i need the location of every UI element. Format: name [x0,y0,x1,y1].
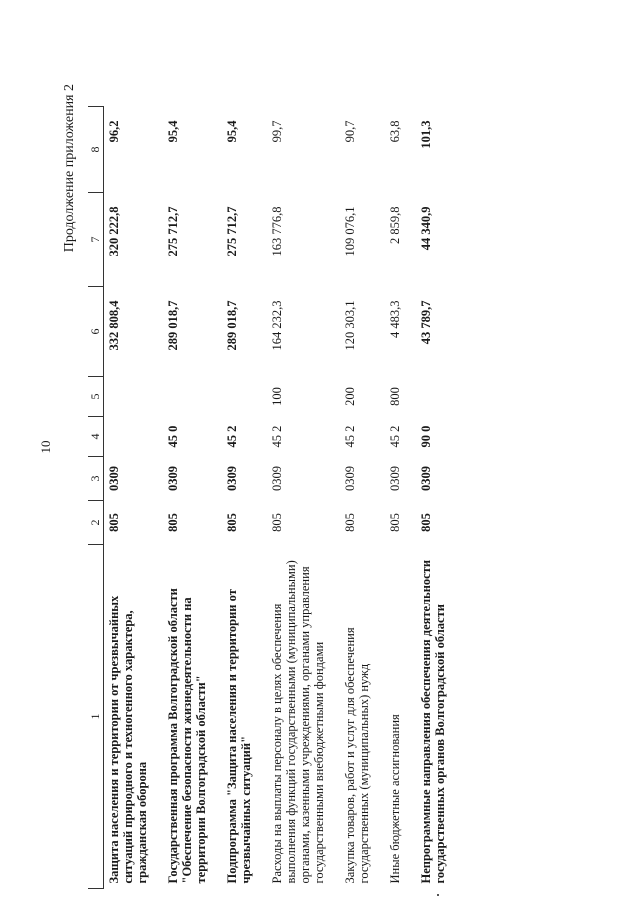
column-header: 5 [88,377,104,417]
expense-type-code: 800 [388,387,402,406]
column-header: 1 [88,545,104,889]
column-header: 8 [88,107,104,193]
table-row [211,107,256,889]
actual-amount: 275 712,7 [225,206,239,257]
section-code: 0309 [419,466,433,491]
planned-amount: 332 808,4 [107,300,121,351]
ministry-code: 805 [270,513,284,532]
continuation-label: Продолжение приложения 2 [62,84,77,253]
execution-percent: 63,8 [388,120,402,143]
expense-type-code [405,377,450,417]
ministry-code: 805 [225,513,239,532]
target-article-code: 45 2 [270,425,284,448]
execution-percent: 96,2 [107,120,121,143]
execution-percent: 101,3 [419,120,433,149]
expense-type-code [211,377,256,417]
column-number-row [88,107,104,889]
column-header: 3 [88,457,104,501]
target-article-code [104,417,153,457]
actual-amount: 44 340,9 [419,206,433,251]
section-code: 0309 [166,466,180,491]
column-header: 2 [88,501,104,545]
target-article-code: 90 0 [419,425,433,448]
ministry-code: 805 [343,513,357,532]
planned-amount: 4 483,3 [388,300,402,338]
ministry-code: 805 [107,513,121,532]
page-number: 10 [38,440,53,454]
table-row [152,107,211,889]
table-row [256,107,329,889]
actual-amount: 275 712,7 [166,206,180,257]
actual-amount: 2 859,8 [388,206,402,244]
planned-amount: 43 789,7 [419,300,433,345]
planned-amount: 164 232,3 [270,300,284,351]
table-row [405,107,450,889]
row-name: Непрограммные направления обеспечения деятельности государственных органов Волгоградской области [419,559,447,884]
column-header: 4 [88,417,104,457]
expense-type-code [152,377,211,417]
row-name: Закупка товаров, работ и услуг для обеспечения государственных (муниципальных) нужд [343,627,371,884]
budget-table [88,106,450,889]
column-header: 6 [88,287,104,377]
expense-type-code: 200 [343,387,357,406]
section-code: 0309 [388,466,402,491]
target-article-code: 45 2 [225,425,239,448]
row-name: Подпрограмма "Защита населения и территории от чрезвычайных ситуаций" [225,589,253,884]
actual-amount: 163 776,8 [270,206,284,257]
row-name: Защита населения и территории от чрезвычайных ситуаций природного и техногенного характера, гражданская оборона [107,595,149,884]
row-name: Иные бюджетные ассигнования [388,714,402,884]
target-article-code: 45 2 [343,425,357,448]
expense-type-code: 100 [270,387,284,406]
table-row [104,107,153,889]
section-code: 0309 [107,466,121,491]
ministry-code: 805 [388,513,402,532]
section-code: 0309 [343,466,357,491]
row-name: Расходы на выплаты персоналу в целях обеспечения выполнения функций государственными (муниципальными) органами, казенными учреждениями, органами управления государственными внебюджетными фондами [270,560,326,884]
expense-type-code [104,377,153,417]
scan-speck [437,894,439,896]
ministry-code: 805 [419,513,433,532]
target-article-code: 45 2 [388,425,402,448]
row-name: Государственная программа Волгоградской области "Обеспечение безопасности жизнедеятельности на территории Волгоградской области" [166,588,208,884]
actual-amount: 320 222,8 [107,206,121,257]
ministry-code: 805 [166,513,180,532]
table-row [329,107,374,889]
execution-percent: 95,4 [225,120,239,143]
table-row [374,107,405,889]
execution-percent: 99,7 [270,120,284,143]
planned-amount: 289 018,7 [225,300,239,351]
planned-amount: 289 018,7 [166,300,180,351]
section-code: 0309 [270,466,284,491]
target-article-code: 45 0 [166,425,180,448]
actual-amount: 109 076,1 [343,206,357,257]
execution-percent: 90,7 [343,120,357,143]
planned-amount: 120 303,1 [343,300,357,351]
section-code: 0309 [225,466,239,491]
column-header: 7 [88,193,104,287]
execution-percent: 95,4 [166,120,180,143]
